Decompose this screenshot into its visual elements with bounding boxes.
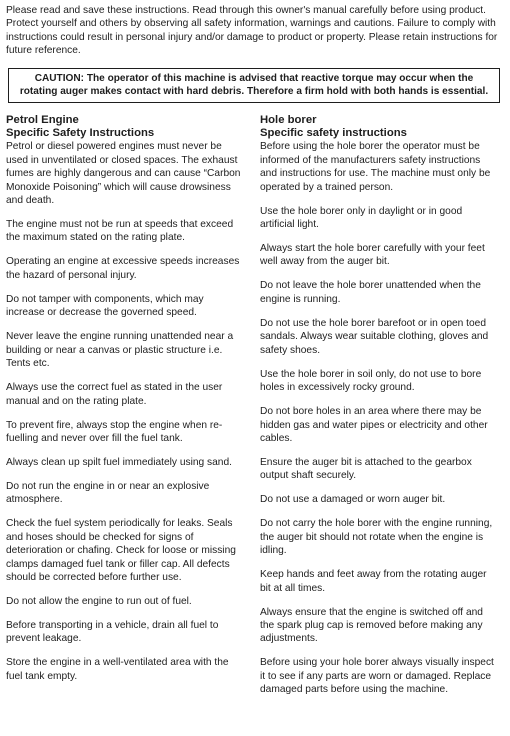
left-paragraph-5: Never leave the engine running unattended near a building or near a canvas or plastic structure i.e. Tents etc. bbox=[6, 331, 234, 370]
left-paragraph-3: Operating an engine at excessive speeds increases the hazard of personal injury. bbox=[6, 256, 240, 281]
right-paragraph-5: Do not use the hole borer barefoot or in open toed sandals. Always wear suitable clothing, gloves and safety shoes. bbox=[260, 317, 489, 356]
left-paragraph-2: The engine must not be run at speeds that exceed the maximum stated on the rating plate. bbox=[6, 219, 234, 244]
left-paragraph-13: Store the engine in a well-ventilated area with the fuel tank empty. bbox=[6, 657, 229, 682]
left-paragraph-8: Always clean up spilt fuel immediately using sand. bbox=[6, 456, 232, 468]
right-paragraph-2: Use the hole borer only in daylight or in good artificial light. bbox=[260, 205, 463, 231]
right-paragraph-12: Always ensure that the engine is switched off and the spark plug cap is removed before making any adjustments. bbox=[260, 606, 483, 645]
right-paragraph-11: Keep hands and feet away from the rotating auger bit at all times. bbox=[260, 569, 487, 594]
intro-text: Please read and save these instructions. Read through this owner's manual carefully before using product. Protect yourself and others by observing all safety information, warnings and cautions. Failure to comply with instructions could result in personal injury and/or damage to product or property. Please retain instructions for future reference. bbox=[6, 5, 498, 57]
right-paragraph-6: Use the hole borer in soil only, do not use to bore holes in excessively rocky ground. bbox=[260, 368, 482, 394]
two-column-body bbox=[6, 114, 502, 707]
left-paragraph-11: Do not allow the engine to run out of fuel. bbox=[6, 595, 192, 607]
right-paragraph-4: Do not leave the hole borer unattended when the engine is running. bbox=[260, 280, 481, 305]
left-paragraph-12: Before transporting in a vehicle, drain all fuel to prevent leakage. bbox=[6, 619, 219, 645]
right-paragraph-10: Do not carry the hole borer with the engine running, the auger bit should not rotate when the engine is idling. bbox=[260, 518, 493, 557]
left-paragraph-7: To prevent fire, always stop the engine when re-fuelling and never over fill the fuel tank. bbox=[6, 419, 223, 444]
caution-box: CAUTION: The operator of this machine is advised that reactive torque may occur when the rotating auger makes contact with hard debris. Therefore a firm hold with both hands is essential. bbox=[8, 68, 500, 104]
petrol-engine-subheading: Specific Safety Instructions bbox=[6, 127, 155, 140]
hole-borer-column bbox=[260, 114, 498, 707]
left-paragraph-10: Check the fuel system periodically for leaks. Seals and hoses should be checked for signs of deterioration or chafing. Check for loose or missing clamps damaged fuel tank or filler cap. All defects should be corrected before further use. bbox=[6, 518, 236, 583]
left-paragraph-1: Petrol or diesel powered engines must never be used in unventilated or closed spaces. The exhaust fumes are highly dangerous and can cause “Carbon Monoxide Poisoning” which will cause drowsiness and death. bbox=[6, 141, 241, 207]
petrol-engine-column bbox=[6, 114, 244, 707]
right-paragraph-1: Before using the hole borer the operator must be informed of the manufacturers safety instructions and instructions for use. The machine must only be operated by a trained person. bbox=[260, 141, 491, 193]
left-paragraph-4: Do not tamper with components, which may increase or decrease the governed speed. bbox=[6, 293, 204, 319]
left-paragraph-9: Do not run the engine in or near an explosive atmosphere. bbox=[6, 480, 210, 506]
right-paragraph-7: Do not bore holes in an area where there may be hidden gas and water pipes or electricity and other cables. bbox=[260, 406, 488, 444]
right-paragraph-8: Ensure the auger bit is attached to the gearbox output shaft securely. bbox=[260, 456, 472, 482]
right-paragraph-9: Do not use a damaged or worn auger bit. bbox=[260, 494, 446, 506]
petrol-engine-heading: Petrol Engine bbox=[6, 114, 79, 127]
right-paragraph-3: Always start the hole borer carefully with your feet well away from the auger bit. bbox=[260, 243, 485, 268]
left-paragraph-6: Always use the correct fuel as stated in the user manual and on the rating plate. bbox=[6, 382, 223, 407]
hole-borer-heading: Hole borer bbox=[260, 114, 317, 127]
right-paragraph-13: Before using your hole borer always visually inspect it to see if any parts are worn or damaged. Replace damaged parts before using the machine. bbox=[260, 657, 494, 696]
hole-borer-subheading: Specific safety instructions bbox=[260, 127, 407, 140]
